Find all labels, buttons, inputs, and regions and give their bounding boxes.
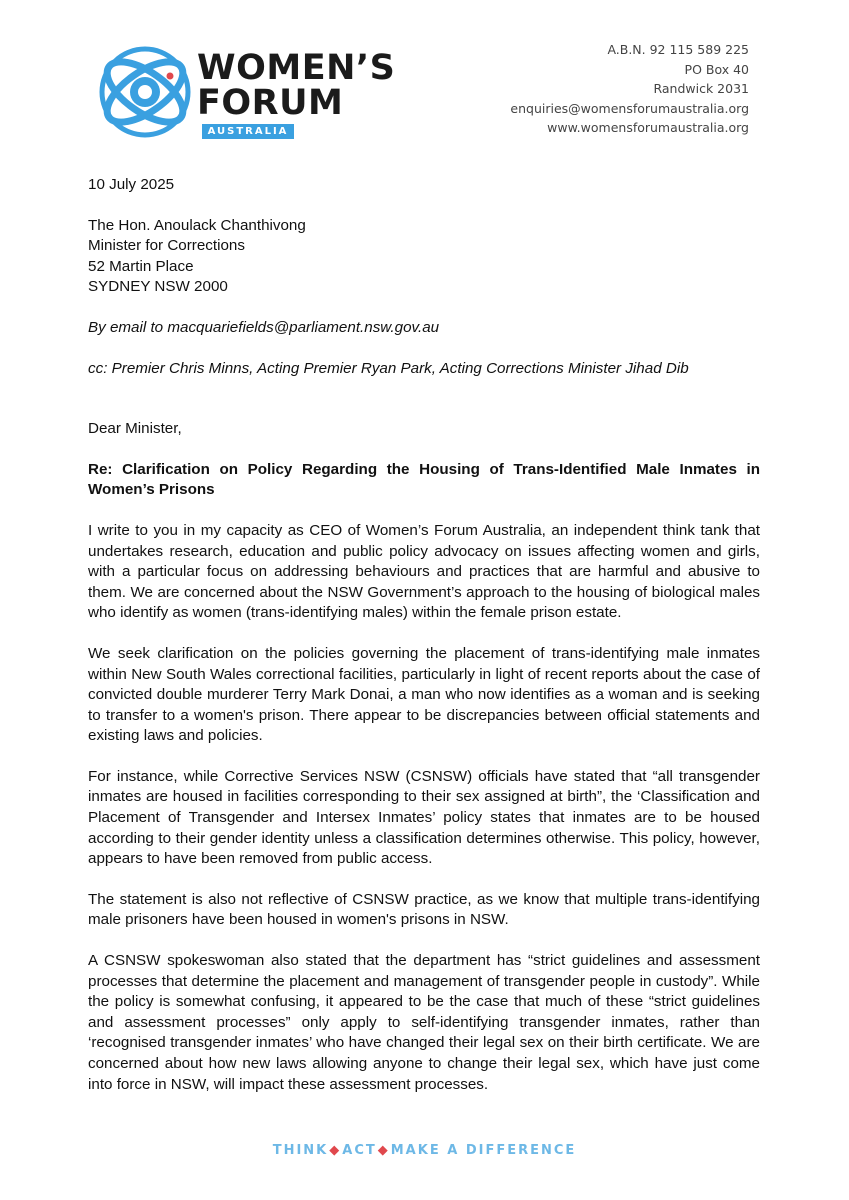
salutation: Dear Minister, [88,420,182,438]
recipient-name: The Hon. Anoulack Chanthivong [88,216,306,234]
by-email-line: By email to macquariefields@parliament.nsw.gov.au [88,318,440,336]
letter-date: 10 July 2025 [88,176,175,193]
logo [98,42,398,142]
diamond-separator-icon: ◆ [329,1143,342,1158]
orbit-logo-icon [98,42,194,142]
paragraph-1: I write to you in my capacity as CEO of Women’s Forum Australia, an independent think tank that undertakes research, education and public policy advocacy on issues affecting women and girls, with a particular focus on addressing behaviours and practices that are harmful and abusive to them. We are concerned about the NSW Government’s approach to the housing of biological males who identify as women (trans-identifying males) within the female prison estate. [88,521,760,622]
recipient-title: Minister for Corrections [88,237,245,255]
recipient-city: SYDNEY NSW 2000 [88,278,228,296]
diamond-separator-icon: ◆ [377,1143,390,1158]
paragraph-3: For instance, while Corrective Services NSW (CSNSW) officials have stated that “all transgender inmates are housed in facilities corresponding to their sex assigned at birth”, the ‘Classification and Placement of Transgender and Intersex Inmates’ policy states that inmates are to be housed according to their gender identity unless a classification determines otherwise. This policy, however, appears to have been removed from public access. [88,767,760,868]
brand-name-line2: FORUM [197,83,344,123]
footer-tagline [0,1143,849,1158]
brand-subtitle: AUSTRALIA [202,124,294,139]
contact-email[interactable]: enquiries@womensforumaustralia.org [510,100,749,116]
subject-line: Re: Clarification on Policy Regarding the Housing of Trans-Identified Male Inmates in Women’s Prisons [88,460,760,499]
tagline-act: ACT [342,1143,377,1158]
tagline-difference: MAKE A DIFFERENCE [390,1143,577,1158]
po-box: PO Box 40 [684,61,749,77]
contact-website[interactable]: www.womensforumaustralia.org [547,120,749,135]
recipient-street: 52 Martin Place [88,257,194,275]
paragraph-5: A CSNSW spokeswoman also stated that the department has “strict guidelines and assessment processes that determine the placement and management of transgender people in custody”. While the policy is somewhat confusing, it appeared to be the case that much of these “strict guidelines and assessment processes” only apply to self-identifying transgender inmates, rather than ‘recognised transgender inmates’ who have changed their legal sex on their birth certificate. We are concerned about how new laws allowing anyone to change their legal sex, which have just come into force in NSW, will impact these assessment processes. [88,952,760,1093]
letter-body [88,175,760,1095]
brand-name-line1: WOMEN’S [197,48,396,88]
abn: A.B.N. 92 115 589 225 [607,42,749,57]
contact-details [510,40,749,138]
tagline-think: THINK [272,1143,329,1158]
cc-line: cc: Premier Chris Minns, Acting Premier Ryan Park, Acting Corrections Minister Jihad Dib [88,359,689,377]
suburb: Randwick 2031 [653,81,749,96]
paragraph-2: We seek clarification on the policies governing the placement of trans-identifying male inmates within New South Wales correctional facilities, particularly in light of recent reports about the case of convicted double murderer Terry Mark Donai, a man who now identifies as a woman and is seeking to transfer to a women's prison. There appear to be discrepancies between official statements and existing laws and policies. [88,644,760,745]
paragraph-4: The statement is also not reflective of CSNSW practice, as we know that multiple trans-identifying male prisoners have been housed in women's prisons in NSW. [88,890,760,929]
recipient-address [88,216,760,298]
